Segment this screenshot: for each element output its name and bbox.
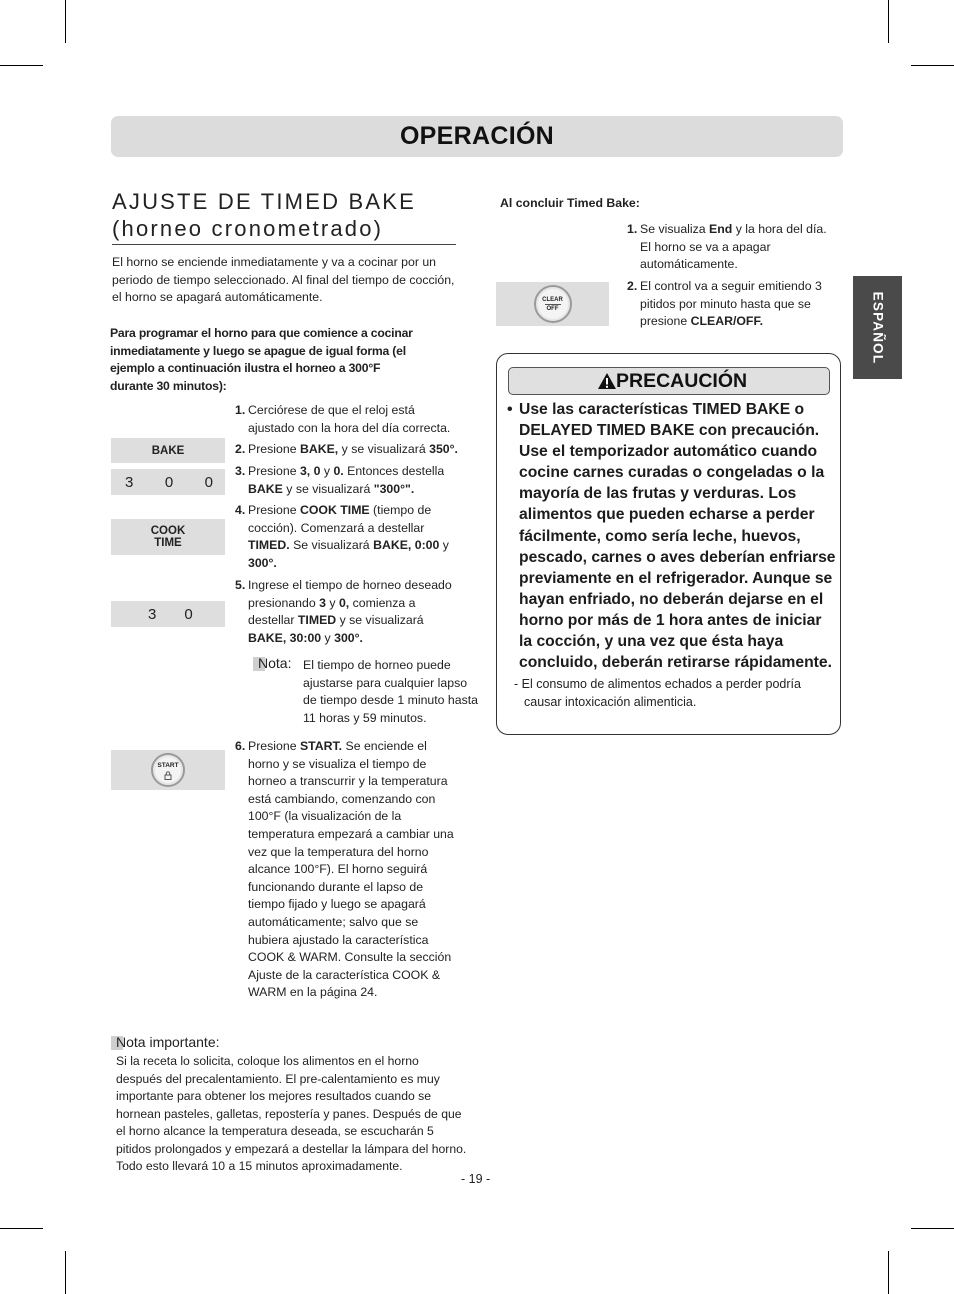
instruction-text: Para programar el horno para que comience a cocinar inmediatamente y luego se apague de igual forma (el ejemplo a continuación ilustra el horneo a 300°F durante 30 minutos):: [110, 326, 413, 393]
off-key-label: OFF: [546, 306, 559, 312]
start-button[interactable]: [151, 753, 185, 787]
step-number: 1.: [235, 403, 246, 417]
display-digit: 3: [125, 473, 134, 491]
start-key-label: START: [157, 762, 179, 769]
section-title: [112, 188, 456, 245]
step-text: Presione START. Se enciende el horno y se visualiza el tiempo de horneo a transcurrir y la temperatura está cambiando, comenzando con 100°F (la visualización de la temperatura empezará a cambiar una vez que la temperatura del horno alcance 100°F). El horno seguirá funcionando durante el lapso de tiempo fijado y luego se apagará automáticamente; salvo que se hubiera ajustado la característica COOK & WARM. Consulte la sección Ajuste de la característica COOK & WARM en la página 24.: [248, 739, 454, 1000]
caution-header: [508, 367, 830, 395]
clear-key-label: CLEAR: [542, 297, 563, 303]
nota-importante-text: Si la receta lo solicita, coloque los alimentos en el horno después del precalentamiento. El pre-calentamiento es muy importante para obtener los mejores resultados cuando se hornean pasteles, galletas, repostería y panes. Después de que el horno alcance la temperatura deseada, se escucharán 5 pitidos prolongados y empezará a destellar la lámpara del horno. Todo esto llevará 10 a 15 minutos aproximadamente.: [116, 1054, 467, 1173]
crop-mark: [911, 65, 954, 66]
crop-mark: [65, 1251, 66, 1294]
caution-title: PRECAUCIÓN: [616, 370, 748, 392]
step-2: [235, 441, 470, 459]
cook-time-panel: [111, 519, 225, 555]
step-number: 3.: [235, 464, 246, 478]
nota-text: El tiempo de horneo puede ajustarse para cualquier lapso de tiempo desde 1 minuto hasta 11 horas y 59 minutos.: [303, 658, 479, 725]
step-1: [235, 402, 460, 437]
caution-box: [496, 353, 841, 735]
crop-mark: [911, 1228, 954, 1229]
display-digit: 0: [184, 605, 193, 623]
clear-off-button[interactable]: [534, 285, 572, 323]
display-300: [111, 469, 225, 495]
display-30: [111, 601, 225, 627]
lock-icon: [164, 771, 172, 780]
page-number: - 19 -: [461, 1172, 491, 1186]
cook-time-key-label-1: COOK: [150, 525, 186, 537]
bake-panel: [111, 438, 225, 463]
caution-note: - El consumo de alimentos echados a perder podría causar intoxicación alimenticia.: [514, 677, 801, 710]
crop-mark: [0, 1228, 43, 1229]
crop-mark: [65, 0, 66, 43]
step-text: Presione BAKE, y se visualizará 350°.: [248, 442, 458, 456]
step-text: El control va a seguir emitiendo 3 pitidos por minuto hasta que se presione CLEAR/OFF.: [640, 279, 822, 329]
step-number: 5.: [235, 578, 246, 592]
start-panel: [111, 750, 225, 790]
step-text: Presione COOK TIME (tiempo de cocción). Comenzará a destellar TIMED. Se visualizará BAKE, 0:00 y 300°.: [248, 503, 449, 570]
nota-importante-label: Nota importante:: [116, 1034, 220, 1050]
crop-mark: [888, 0, 889, 43]
step-text: Cerciórese de que el reloj está ajustado con la hora del día correcta.: [248, 403, 451, 435]
instruction-paragraph: [110, 325, 420, 395]
step-text: Ingrese el tiempo de horneo deseado presionando 3 y 0, comienza a destellar TIMED y se visualizará BAKE, 30:00 y 300°.: [248, 578, 452, 645]
display-digit: 3: [148, 605, 157, 623]
step-3: [235, 463, 460, 498]
language-tab: [853, 276, 902, 379]
step-6: [235, 738, 457, 1002]
intro-text: El horno se enciende inmediatamente y va a cocinar por un periodo de tiempo seleccionado. Al final del tiempo de cocción, el horno se apagará automáticamente.: [112, 255, 455, 304]
step-4: [235, 502, 455, 572]
intro-paragraph: [112, 254, 457, 307]
display-digit: 0: [164, 473, 174, 491]
end-step-2: [627, 278, 837, 331]
step-number: 4.: [235, 503, 246, 517]
caution-main-text: Use las características TIMED BAKE o DELAYED TIMED BAKE con precaución. Use el temporizador automático cuando cocine carnes curadas o congeladas o la mayoría de las frutas y verduras. Los alimentos que pueden echarse a perder fácilmente, como sería leche, huevos, pescado, carnes o aves deberían enfriarse previamente en el refrigerador. Aunque se hayan enfriado, no deberán dejarse en el horno por más de 1 hora antes de iniciar la cocción, y una vez que ésta haya concluido, deberán retirarse rápidamente.: [519, 401, 836, 672]
header-banner: [111, 116, 843, 157]
end-step-1: [627, 221, 839, 274]
page-title: OPERACIÓN: [399, 122, 555, 150]
clear-panel: [496, 282, 609, 326]
cook-time-key-label-2: TIME: [154, 537, 182, 549]
step-number: 2.: [235, 442, 246, 456]
end-heading: Al concluir Timed Bake:: [500, 196, 640, 210]
divider: [545, 304, 561, 305]
bake-key-label: BAKE: [151, 444, 185, 457]
nota-label: Nota:: [258, 655, 292, 671]
section-title-line1: AJUSTE DE TIMED BAKE: [112, 189, 416, 214]
step-number: 2.: [627, 279, 638, 293]
nota-block: [258, 655, 478, 727]
step-number: 6.: [235, 739, 246, 753]
step-text: Se visualiza End y la hora del día. El horno se va a apagar automáticamente.: [640, 222, 827, 272]
crop-mark: [888, 1251, 889, 1294]
step-text: Presione 3, 0 y 0. Entonces destella BAKE y se visualizará "300°".: [248, 464, 445, 496]
step-5: [235, 577, 460, 647]
nota-importante: [116, 1034, 468, 1176]
warning-icon: [597, 372, 617, 390]
step-number: 1.: [627, 222, 638, 236]
crop-mark: [0, 65, 43, 66]
display-digit: 0: [204, 473, 213, 491]
section-title-line2: (horneo cronometrado): [112, 216, 384, 241]
bullet: •: [507, 401, 513, 418]
language-tab-label: ESPAÑOL: [870, 291, 885, 364]
caution-body: [507, 399, 837, 711]
